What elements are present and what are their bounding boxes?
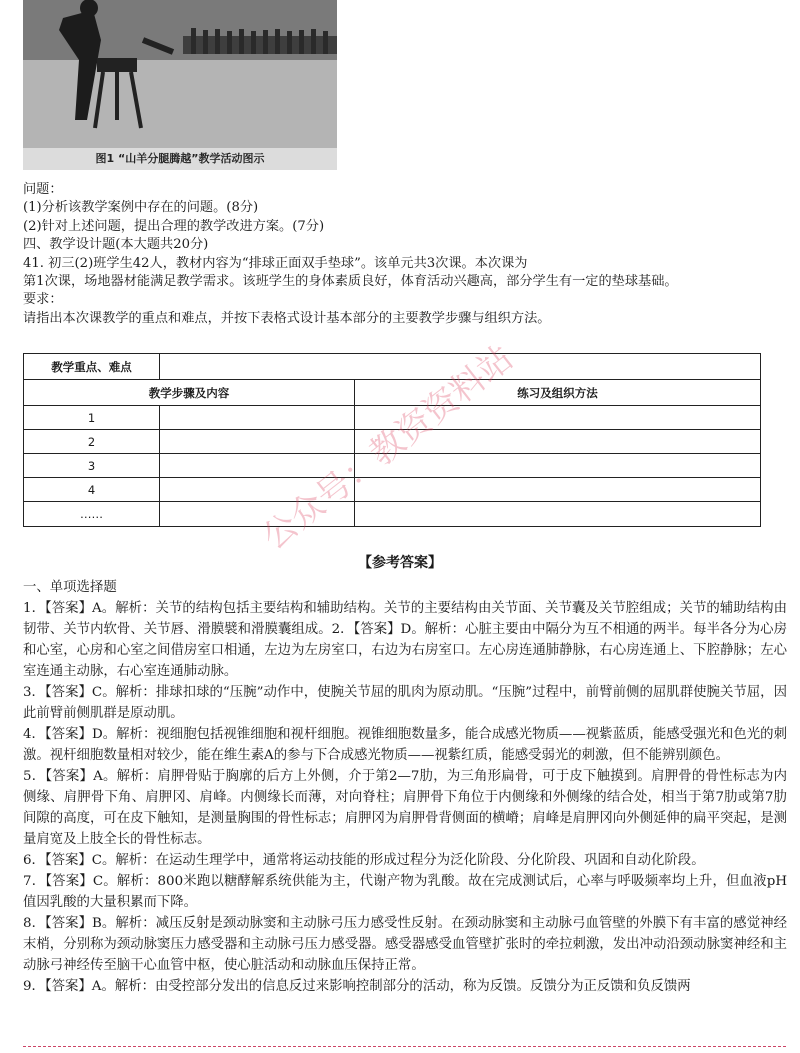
answer-paragraph: 6．【答案】C。解析：在运动生理学中，通常将运动技能的形成过程分为泛化阶段、分化阶段、巩固和自动化阶段。 [23,853,705,868]
answer-title: 【参考答案】 [358,555,442,571]
requirements-text: 请指出本次课教学的重点和难点，并按下表格式设计基本部分的主要教学步骤与组织方法。 [23,310,551,326]
step-cell [160,478,355,502]
step-cell [160,430,355,454]
method-cell [355,454,761,478]
key-points-cell [160,354,761,380]
answers-block [23,577,787,997]
requirements-label: 要求： [23,292,63,308]
watermark-text: 公众号：教资资料站 [254,337,521,558]
row-number: …… [24,502,160,527]
row-number: 2 [24,430,160,454]
answer-paragraph: 1．【答案】A。解析：关节的结构包括主要结构和辅助结构。关节的主要结构由关节面、关节囊及关节腔组成；关节的辅助结构由韧带、关节内软骨、关节唇、滑膜襞和滑膜囊组成。2．【答案】D。解析：心脏主要由中隔分为互不相通的两半。每半各分为心房和心室，心房和心室之间借房室口相通，左边为左房室口，右边为右房室口。左心房连通肺静脉，右心房连通上、下腔静脉；左心室连通主动脉，右心室连通肺动脉。 [23,601,787,679]
row-number: 3 [24,454,160,478]
question-label: 问题： [23,182,63,197]
answer-paragraph: 5．【答案】A。解析：肩胛骨贴于胸廓的后方上外侧，介于第2—7肋，为三角形扁骨，可于皮下触摸到。肩胛骨的骨性标志为内侧缘、肩胛骨下角、肩胛冈、肩峰。内侧缘长而薄，对向脊柱；肩胛骨下角位于内侧缘和外侧缘的结合处，相当于第7肋或第7肋间隙的高度，可在皮下触知，是测量胸围的骨性标志；肩胛冈为肩胛骨背侧面的横嵴；肩峰是肩胛冈向外侧延伸的扁平突起，是测量肩宽及上肢全长的骨性标志。 [23,769,787,847]
vaulting-scene-image [23,0,337,148]
steps-column-header: 教学步骤及内容 [24,380,355,406]
q41-line2: 第1次课，场地器材能满足教学需求。该班学生的身体素质良好，体育活动兴趣高，部分学生有一定的垫球基础。 [23,274,678,290]
step-cell [160,502,355,527]
answer-paragraph: 4．【答案】D。解析：视细胞包括视锥细胞和视杆细胞。视锥细胞数量多，能合成感光物质——视紫蓝质，能感受强光和色光的刺激。视杆细胞数量相对较少，能在维生素A的参与下合成感光物质——视紫红质，能感受弱光的刺激，但不能辨别颜色。 [23,727,787,763]
answer-paragraph: 7．【答案】C。解析：800米跑以糖酵解系统供能为主，代谢产物为乳酸。故在完成测试后，心率与呼吸频率均上升，但血液pH值因乳酸的大量积累而下降。 [23,874,787,910]
section4-heading: 四、教学设计题(本大题共20分) [23,237,209,253]
method-cell [355,502,761,527]
row-number: 1 [24,406,160,430]
method-cell [355,430,761,454]
vaulting-photo [23,0,337,170]
question-block [23,181,786,328]
answer-paragraph: 9．【答案】A。解析：由受控部分发出的信息反过来影响控制部分的活动，称为反馈。反馈分为正反馈和负反馈两 [23,979,691,994]
lesson-plan-table [23,353,761,527]
step-cell [160,454,355,478]
methods-column-header: 练习及组织方法 [355,380,761,406]
method-cell [355,406,761,430]
answers-section-heading: 一、单项选择题 [23,580,117,595]
answer-paragraph: 3．【答案】C。解析：排球扣球的“压腕”动作中，使腕关节屈的肌肉为原动肌。“压腕”过程中，前臂前侧的屈肌群使腕关节屈，因此前臂前侧肌群是原动肌。 [23,685,787,721]
q41-line1: 41. 初三(2)班学生42人，教材内容为“排球正面双手垫球”。该单元共3次课。本次课为 [23,255,528,271]
method-cell [355,478,761,502]
figure-caption: 图1 “山羊分腿腾越”教学活动图示 [23,148,337,170]
step-cell [160,406,355,430]
question-item-2: (2)针对上述问题，提出合理的教学改进方案。(7分) [23,218,325,234]
key-points-label: 教学重点、难点 [24,354,160,380]
page-divider [23,1046,786,1047]
answer-paragraph: 8．【答案】B。解析：减压反射是颈动脉窦和主动脉弓压力感受性反射。在颈动脉窦和主动脉弓血管壁的外膜下有丰富的感觉神经末梢，分别称为颈动脉窦压力感受器和主动脉弓压力感受器。感受器感受血管壁扩张时的牵拉刺激，发出冲动沿颈动脉窦神经和主动脉弓神经传至脑干心血管中枢，使心脏活动和动脉血压保持正常。 [23,916,787,973]
row-number: 4 [24,478,160,502]
question-item-1: (1)分析该教学案例中存在的问题。(8分) [23,200,259,216]
